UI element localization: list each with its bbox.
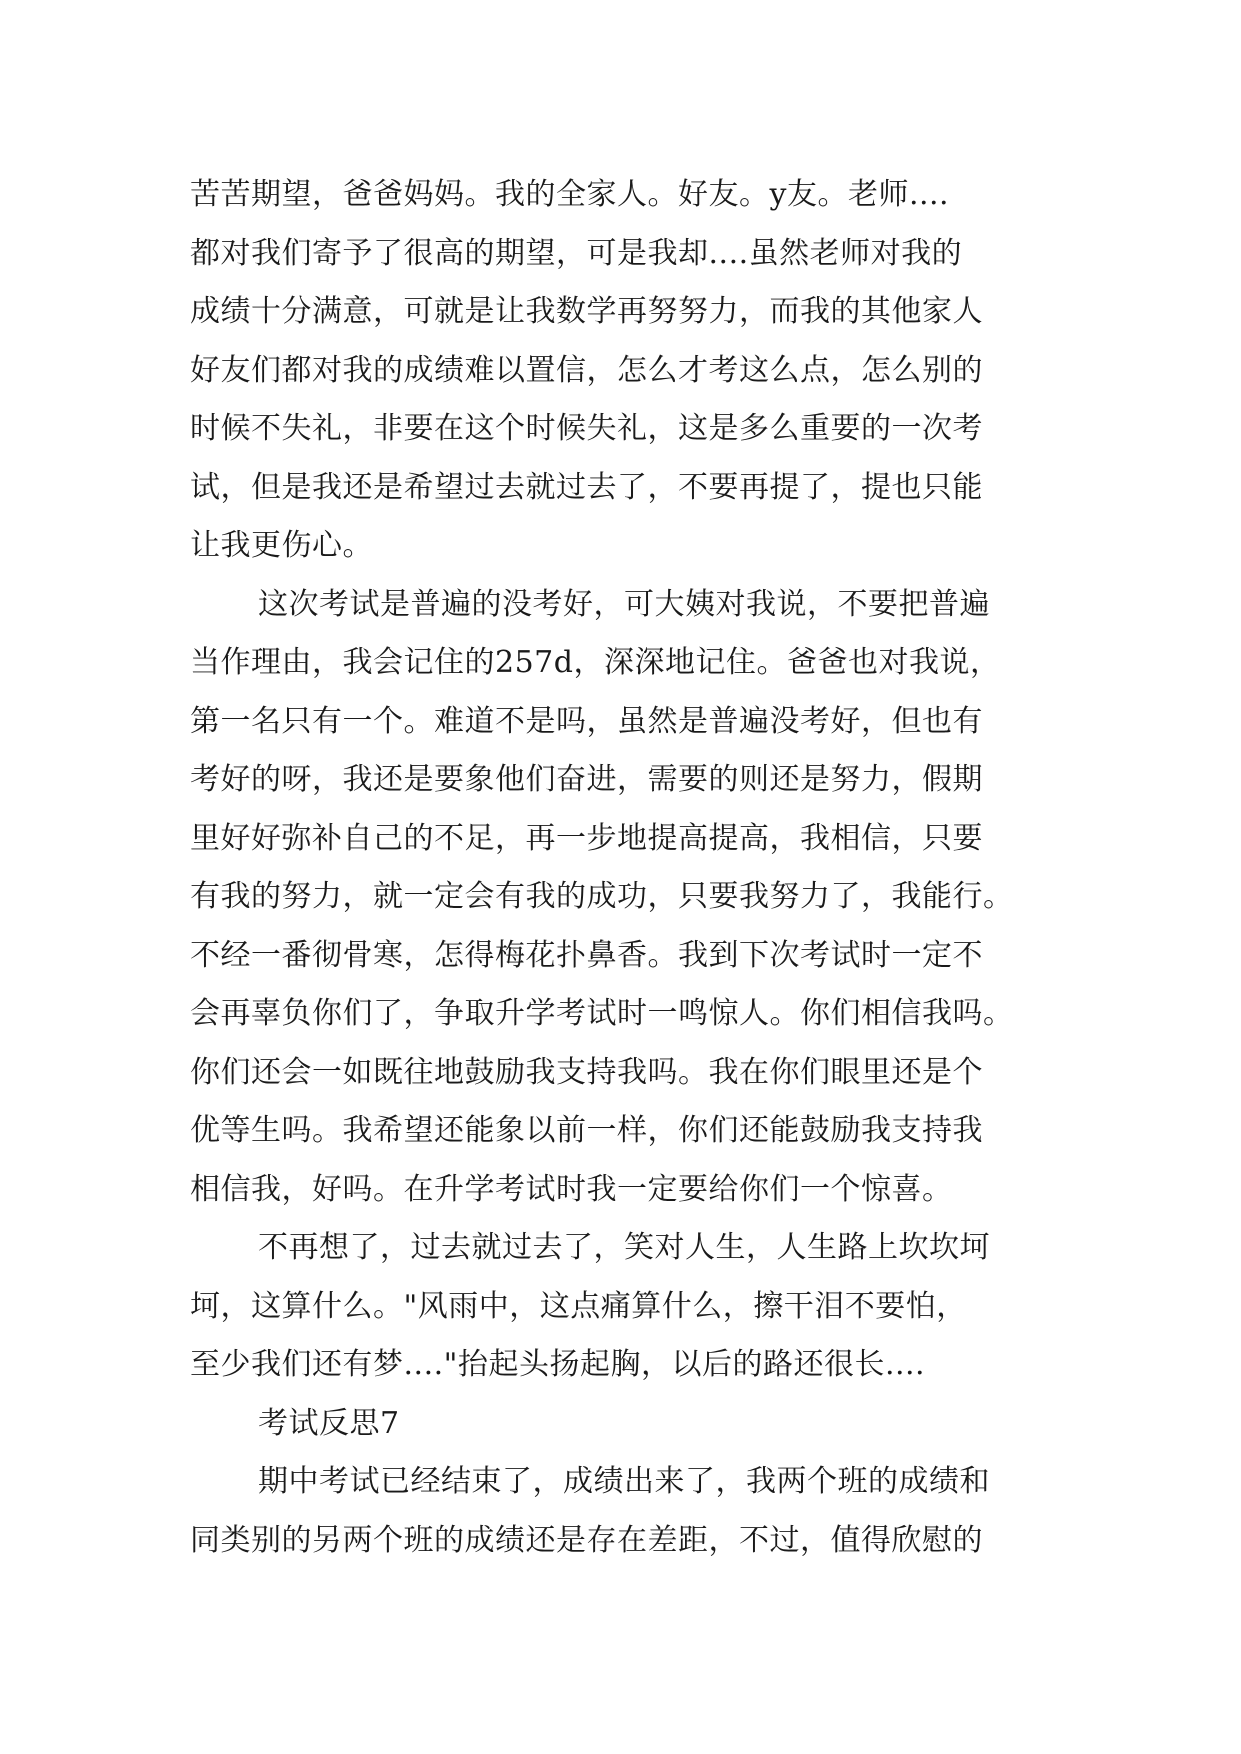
text-line: 时候不失礼，非要在这个时候失礼，这是多么重要的一次考 <box>190 411 983 446</box>
text-line: 你们还会一如既往地鼓励我支持我吗。我在你们眼里还是个 <box>190 1054 983 1090</box>
text-line: 同类别的另两个班的成绩还是存在差距，不过，值得欣慰的 <box>190 1522 983 1558</box>
document-body <box>190 166 1070 1570</box>
text-line: 里好好弥补自己的不足，再一步地提高提高，我相信，只要 <box>190 820 983 856</box>
paragraph-start-line: 这次考试是普遍的没考好，可大姨对我说，不要把普遍 <box>258 586 990 622</box>
text-line: 让我更伤心。 <box>190 528 373 563</box>
paragraph-start-line: 期中考试已经结束了，成绩出来了，我两个班的成绩和 <box>258 1464 990 1499</box>
text-line: 不经一番彻骨寒，怎得梅花扑鼻香。我到下次考试时一定不 <box>190 937 983 973</box>
text-line: 有我的努力，就一定会有我的成功，只要我努力了，我能行。 <box>190 879 1014 914</box>
text-line: 试，但是我还是希望过去就过去了，不要再提了，提也只能 <box>190 469 983 505</box>
text-line: 相信我，好吗。在升学考试时我一定要给你们一个惊喜。 <box>190 1171 953 1207</box>
text-line: 坷，这算什么。"风雨中，这点痛算什么，擦干泪不要怕， <box>190 1288 967 1324</box>
text-line: 好友们都对我的成绩难以置信，怎么才考这么点，怎么别的 <box>190 352 983 388</box>
text-line: 至少我们还有梦...."抬起头扬起胸，以后的路还很长.... <box>190 1347 926 1382</box>
text-line: 都对我们寄予了很高的期望，可是我却....虽然老师对我的 <box>190 235 963 271</box>
text-line: 第一名只有一个。难道不是吗，虽然是普遍没考好，但也有 <box>190 703 983 739</box>
section-heading: 考试反思7 <box>258 1405 400 1441</box>
text-line: 苦苦期望，爸爸妈妈。我的全家人。好友。y友。老师.... <box>190 177 950 212</box>
text-line: 会再辜负你们了，争取升学考试时一鸣惊人。你们相信我吗。 <box>190 996 1014 1031</box>
text-line: 考好的呀，我还是要象他们奋进，需要的则还是努力，假期 <box>190 762 983 797</box>
text-line: 成绩十分满意，可就是让我数学再努努力，而我的其他家人 <box>190 294 983 329</box>
text-line: 优等生吗。我希望还能象以前一样，你们还能鼓励我支持我 <box>190 1113 983 1148</box>
paragraph-start-line: 不再想了，过去就过去了，笑对人生，人生路上坎坎坷 <box>258 1230 990 1265</box>
text-line: 当作理由，我会记住的257d，深深地记住。爸爸也对我说， <box>190 645 1001 680</box>
